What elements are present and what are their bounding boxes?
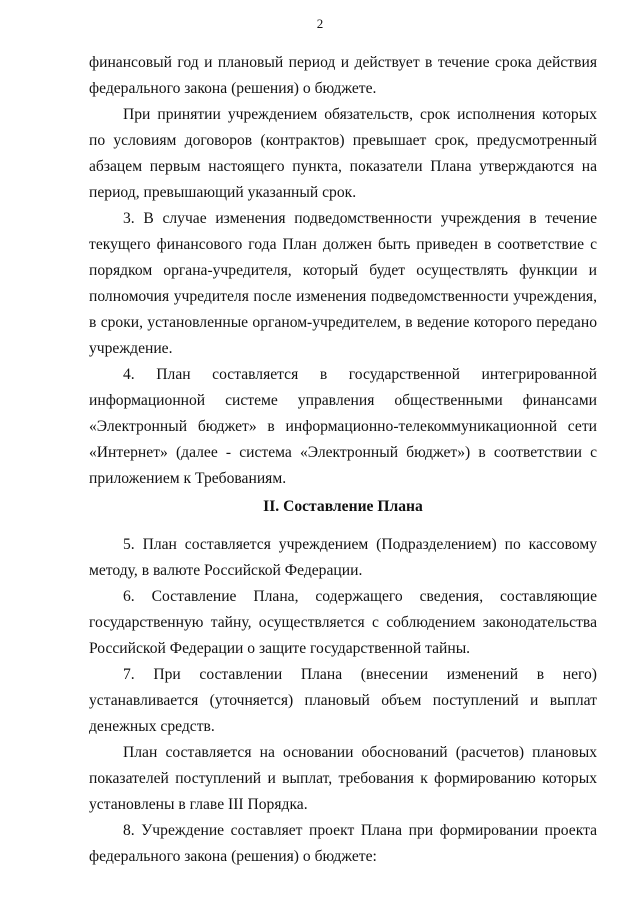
document-body — [89, 50, 597, 870]
paragraph-obligations: При принятии учреждением обязательств, срок исполнения которых по условиям договоров (контрактов) превышает срок, предусмотренный абзацем первым настоящего пункта, показатели Плана утверждаются на период, превышающий указанный срок. — [89, 106, 597, 201]
paragraph-item-5: 5. План составляется учреждением (Подразделением) по кассовому методу, в валюте Российской Федерации. — [89, 536, 597, 579]
paragraph-item-7: 7. При составлении Плана (внесении изменений в него) устанавливается (уточняется) плановый объем поступлений и выплат денежных средств. — [89, 666, 597, 735]
paragraph-item-4: 4. План составляется в государственной интегрированной информационной системе управления общественными финансами «Электронный бюджет» в информационно-телекоммуникационной сети «Интернет» (далее - система «Электронный бюджет») в соответствии с приложением к Требованиям. — [89, 366, 597, 487]
paragraph-item-3: 3. В случае изменения подведомственности учреждения в течение текущего финансового года План должен быть приведен в соответствие с порядком органа-учредителя, который будет осуществлять функции и полномочия учредителя после изменения подведомственности учреждения, в сроки, установленные органом-учредителем, в ведение которого передано учреждение. — [89, 210, 597, 357]
paragraph-plan-basis: План составляется на основании обоснований (расчетов) плановых показателей поступлений и выплат, требования к формированию которых установлены в главе III Порядка. — [89, 744, 597, 813]
paragraph-item-6: 6. Составление Плана, содержащего сведения, составляющие государственную тайну, осуществляется с соблюдением законодательства Российской Федерации о защите государственной тайны. — [89, 588, 597, 657]
paragraph-item-8: 8. Учреждение составляет проект Плана при формировании проекта федерального закона (решения) о бюджете: — [89, 822, 597, 865]
section-heading: II. Составление Плана — [263, 498, 423, 515]
page-number: 2 — [316, 16, 324, 31]
paragraph-continuation: финансовый год и плановый период и действует в течение срока действия федерального закона (решения) о бюджете. — [89, 54, 597, 97]
